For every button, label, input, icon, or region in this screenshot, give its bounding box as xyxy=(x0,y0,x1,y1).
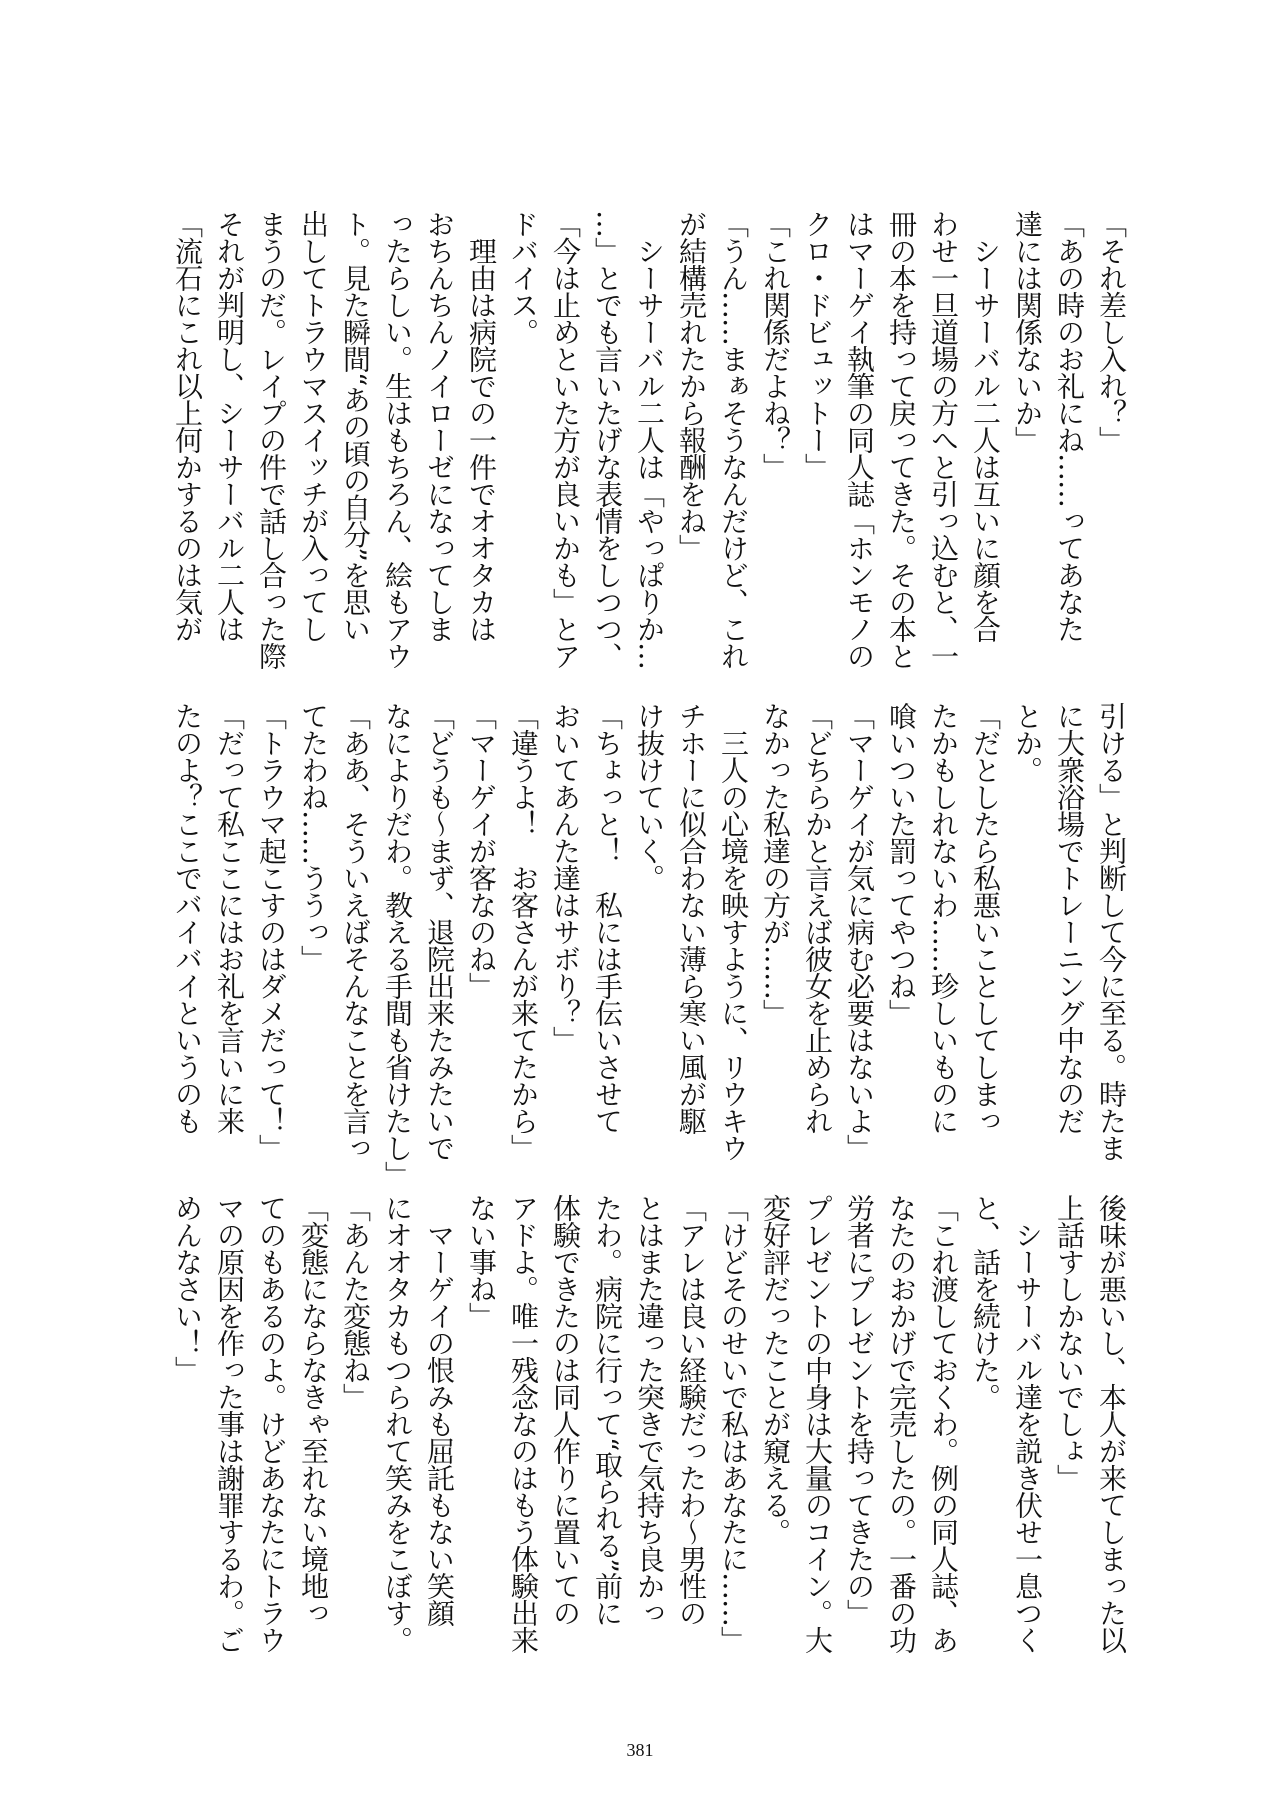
text-column: はマーゲイ執筆の同人誌「ホンモノの xyxy=(843,210,876,669)
text-column: 達には関係ないか」 xyxy=(1011,210,1044,453)
text-column: に大衆浴場でトレーニング中なのだ xyxy=(1053,702,1086,1134)
text-column: 冊の本を持って戻ってきた。その本と xyxy=(885,210,918,669)
text-column: わせ一旦道場の方へと引っ込むと、一 xyxy=(927,210,960,669)
text-column: おちんちんノイローゼになってしま xyxy=(423,210,456,642)
text-column: てたわね……ううっ」 xyxy=(297,702,330,972)
text-column: シーサーバル二人は互いに顔を合 xyxy=(969,210,1002,642)
text-column: 「これ関係だよね？」 xyxy=(759,210,792,480)
text-column: なかった私達の方が……」 xyxy=(759,702,792,1026)
text-column: なたのおかげで完売したの。一番の功 xyxy=(885,1194,918,1653)
text-column: と、話を続けた。 xyxy=(969,1194,1002,1410)
text-column: てのもあるのよ。けどあなたにトラウ xyxy=(255,1194,288,1653)
text-column: 「トラウマ起こすのはダメだって！」 xyxy=(255,702,288,1161)
text-column: 「だって私ここにはお礼を言いに来 xyxy=(213,702,246,1134)
text-column: 「うん……まぁそうなんだけど、これ xyxy=(717,210,750,669)
text-column: …」とでも言いたげな表情をしつつ、 xyxy=(591,210,624,669)
text-column: ドバイス。 xyxy=(507,210,540,345)
text-column: 「けどそのせいで私はあなたに……」 xyxy=(717,1194,750,1653)
text-column: 喰いついた罰ってやつね」 xyxy=(885,702,918,1026)
text-column: それが判明し、シーサーバル二人は xyxy=(213,210,246,642)
page-number: 381 xyxy=(626,1740,654,1760)
text-column: 「あんた変態ね」 xyxy=(339,1194,372,1410)
text-column: 「どちらかと言えば彼女を止められ xyxy=(801,702,834,1134)
text-column: ト。見た瞬間“あの頃の自分”を思い xyxy=(339,210,372,642)
text-column: 「変態にならなきゃ至れない境地っ xyxy=(297,1194,330,1626)
text-column: 引ける」と判断して今に至る。時たま xyxy=(1095,702,1128,1161)
text-column: 「これ渡しておくわ。例の同人誌、あ xyxy=(927,1194,960,1653)
text-column: チホーに似合わない薄ら寒い風が駆 xyxy=(675,702,708,1134)
text-column: け抜けていく。 xyxy=(633,702,666,891)
text-column: とか。 xyxy=(1011,702,1044,783)
text-column: 「それ差し入れ？」 xyxy=(1095,210,1128,453)
text-column: 労者にプレゼントを持ってきたの」 xyxy=(843,1194,876,1626)
text-column: 「だとしたら私悪いことしてしまっ xyxy=(969,702,1002,1134)
text-column: 「どうも〜まず、退院出来たみたいで xyxy=(423,702,456,1161)
text-column: とはまた違った突きで気持ち良かっ xyxy=(633,1194,666,1626)
text-column: 理由は病院での一件でオオタカは xyxy=(465,210,498,642)
text-column: シーサーバル達を説き伏せ一息つく xyxy=(1011,1194,1044,1653)
text-column: シーサーバル二人は「やっぱりか… xyxy=(633,210,666,669)
text-column: 体験できたのは同人作りに置いての xyxy=(549,1194,582,1626)
text-column: 「ちょっと！ 私には手伝いさせて xyxy=(591,702,624,1134)
text-column: たのよ？ここでバイバイというのも xyxy=(171,702,204,1134)
text-tier-bottom xyxy=(166,1194,1132,1680)
text-column: たかもしれないわ……珍しいものに xyxy=(927,702,960,1134)
text-column: たわ。病院に行って“取られる”前に xyxy=(591,1194,624,1626)
text-column: 「流石にこれ以上何かするのは気が xyxy=(171,210,204,642)
text-column: アドよ。唯一残念なのはもう体験出来 xyxy=(507,1194,540,1653)
text-column: 「今は止めといた方が良いかも」とア xyxy=(549,210,582,669)
text-tier-top xyxy=(166,210,1132,696)
text-column: 三人の心境を映すように、リウキウ xyxy=(717,702,750,1161)
text-column: にオオタカもつられて笑みをこぼす。 xyxy=(381,1194,414,1653)
text-column: ったらしい。生はもちろん、絵もアウ xyxy=(381,210,414,669)
text-column: 変好評だったことが窺える。 xyxy=(759,1194,792,1545)
text-column: 「マーゲイが気に病む必要はないよ」 xyxy=(843,702,876,1161)
text-column: なによりだわ。教える手間も省けたし」 xyxy=(381,702,414,1188)
text-column: 「アレは良い経験だったわ〜男性の xyxy=(675,1194,708,1626)
text-column: マーゲイの恨みも屈託もない笑顔 xyxy=(423,1194,456,1626)
text-column: おいてあんた達はサボり？」 xyxy=(549,702,582,1053)
text-column: 「違うよ！ お客さんが来てたから」 xyxy=(507,702,540,1161)
text-column: 「マーゲイが客なのね」 xyxy=(465,702,498,999)
text-column: 後味が悪いし、本人が来てしまった以 xyxy=(1095,1194,1128,1653)
text-column: プレゼントの中身は大量のコイン。大 xyxy=(801,1194,834,1653)
text-column: ない事ね」 xyxy=(465,1194,498,1329)
text-tier-middle xyxy=(166,702,1132,1188)
text-column: クロ・ドビュットー」 xyxy=(801,210,834,480)
text-column: めんなさい！」 xyxy=(171,1194,204,1383)
text-column: 「あの時のお礼にね……ってあなた xyxy=(1053,210,1086,642)
text-column: 「ああ、そういえばそんなことを言っ xyxy=(339,702,372,1161)
text-column: まうのだ。レイプの件で話し合った際 xyxy=(255,210,288,669)
text-column: マの原因を作った事は謝罪するわ。ご xyxy=(213,1194,246,1653)
text-column: が結構売れたから報酬をね」 xyxy=(675,210,708,561)
text-column: 上話すしかないでしょ」 xyxy=(1053,1194,1086,1491)
text-column: 出してトラウマスイッチが入ってし xyxy=(297,210,330,642)
